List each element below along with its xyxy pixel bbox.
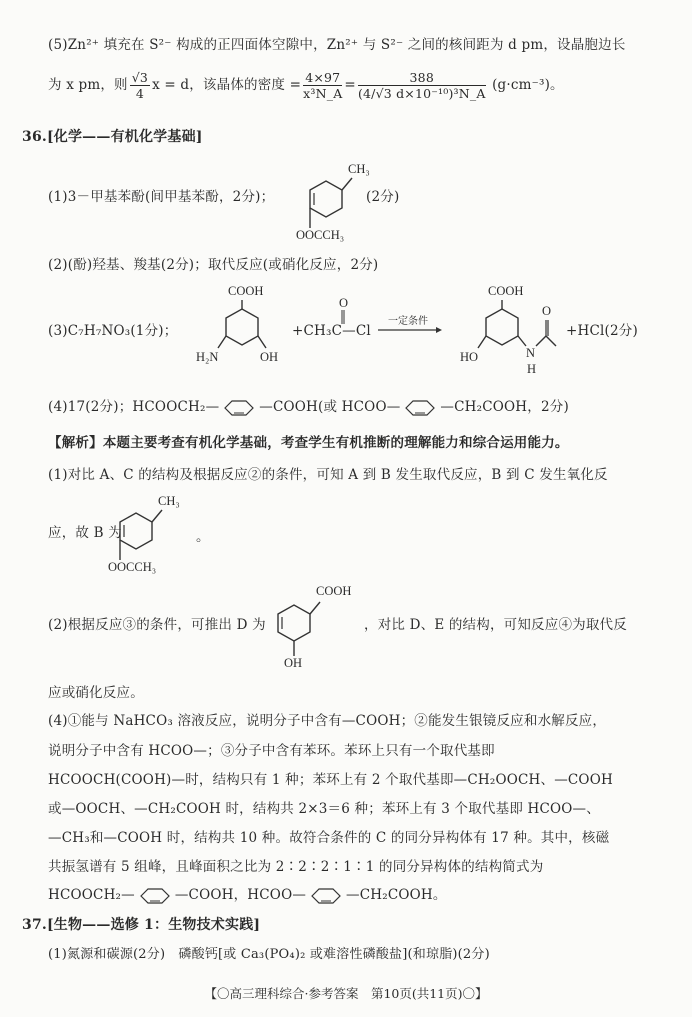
e1-line2-prefix: 应，故 B 为 — [48, 525, 122, 541]
carbonyl-bond — [341, 310, 345, 324]
q35-5-line2 — [48, 70, 564, 101]
e1-line2-suffix: 。 — [196, 529, 210, 545]
reactant-aminohydroxybenzoic-acid — [186, 284, 286, 376]
q35-5-line1: (5)Zn²⁺ 填充在 S²⁻ 构成的正四面体空隙中，Zn²⁺ 与 S²⁻ 之间的核间距为 d pm，设晶胞边长 — [48, 37, 626, 53]
e4-line-2: 说明分子中含有 HCOO—；③分子中含有苯环。苯环上只有一个取代基即 — [48, 743, 495, 759]
product-ho-label: HO — [460, 350, 479, 364]
d-cooh-label: COOH — [316, 584, 352, 598]
benzene-ring-icon — [306, 887, 346, 905]
q37-a1: (1)氮源和碳源(2分) 磷酸钙[或 Ca₃(PO₄)₂ 或难溶性磷酸盐](和琼脂)(2分) — [48, 947, 490, 962]
product-n-label: N — [526, 346, 536, 360]
acetoxy-label: OOCCH₃ — [296, 228, 345, 242]
cooh-label: COOH — [228, 284, 264, 298]
e4-line-1: (4)①能与 NaHCO₃ 溶液反应，说明分子中含有—COOH；②能发生银镜反应和水解反应， — [48, 713, 607, 729]
compound-b-structure — [108, 494, 192, 594]
e4-line-3: HCOOCH(COOH)—时，结构只有 1 种；苯环上有 2 个取代基即—CH₂OOCH、—COOH — [48, 772, 613, 788]
q36-a3-suffix: +HCl(2分) — [566, 323, 638, 339]
e4-line-5: —CH₃和—COOH 时，结构共 10 种。故符合条件的 C 的同分异构体有 17 种。其中，核磁 — [48, 830, 610, 846]
q36-heading: 36.[化学——有机化学基础] — [22, 129, 203, 145]
a4-mid: —COOH(或 HCOO— — [259, 399, 401, 415]
q36-a1-score: (2分) — [366, 189, 400, 205]
a4-suffix: —CH₂COOH，2分) — [440, 399, 569, 415]
m-tolyl-acetate-structure — [290, 162, 370, 262]
final-c: —CH₂COOH。 — [346, 887, 447, 903]
d-oh-label: OH — [284, 656, 303, 670]
b-acetoxy-label: OOCCH₃ — [108, 560, 157, 574]
e1-line1: (1)对比 A、C 的结构及根据反应②的条件，可知 A 到 B 发生取代反应，B 到 C 发生氧化反 — [48, 467, 608, 483]
b-methyl-label: CH₃ — [158, 494, 180, 508]
q37-heading: 37.[生物——选修 1：生物技术实践] — [22, 917, 261, 933]
carbonyl-oxygen: O — [339, 296, 349, 310]
hydroxyl-label: OH — [260, 350, 279, 364]
benzene-ring-icon — [135, 887, 175, 905]
compound-d-structure — [270, 584, 360, 684]
amine-label: H₂N — [196, 350, 219, 364]
density-unit: (g·cm⁻³)。 — [492, 77, 564, 93]
final-b: —COOH，HCOO— — [174, 887, 307, 903]
q35-5-prefix: 为 x pm，则 — [48, 77, 128, 93]
density-fraction-1: $\frac{4\times 97}{\text{x³N\_A}}$ — [303, 70, 343, 101]
q36-a4 — [48, 398, 569, 417]
e2-suffix: ，对比 D、E 的结构，可知反应④为取代反 — [364, 617, 627, 633]
e4-line-4: 或—OOCH、—CH₂COOH 时，结构共 2×3＝6 种；苯环上有 3 个取代基即 HCOO—、 — [48, 801, 600, 817]
reaction-arrow — [378, 316, 442, 336]
density-fraction-2: $\frac{388}{\text{(4/√3 d×10⁻¹⁰)³N\_A}}$ — [357, 70, 486, 101]
q36-a3-prefix: (3)C₇H₇NO₃(1分)； — [48, 323, 178, 339]
page-footer: 【〇高三理科综合·参考答案 第10页(共11页)〇】 — [204, 986, 488, 1001]
product-acetamido-structure — [440, 284, 570, 384]
q36-a2: (2)(酚)羟基、羧基(2分)；取代反应(或硝化反应，2分) — [48, 257, 379, 273]
benzene-ring-icon — [400, 399, 440, 417]
analysis-label: 【解析】 — [48, 435, 103, 451]
final-a: HCOOCH₂— — [48, 887, 135, 903]
e2-line2: 应或硝化反应。 — [48, 685, 144, 701]
product-o-label: O — [542, 304, 552, 318]
analysis-text: 本题主要考查有机化学基础，考查学生有机推断的理解能力和综合运用能力。 — [102, 435, 569, 451]
benzene-ring-icon — [219, 399, 259, 417]
sqrt3-over-4-fraction: $\frac{√3}{4}$ — [131, 70, 149, 101]
e4-final — [48, 886, 447, 905]
methyl-label: CH₃ — [348, 162, 370, 176]
q35-5-mid: x = d，该晶体的密度 = — [152, 77, 302, 93]
arrow-condition-label: 一定条件 — [388, 316, 428, 327]
analysis-intro — [48, 434, 569, 452]
a4-prefix: (4)17(2分)；HCOOCH₂— — [48, 399, 220, 415]
e4-line-6: 共振氢谱有 5 组峰，且峰面积之比为 2∶2∶2∶1∶1 的同分异构体的结构简式为 — [48, 859, 544, 875]
acetyl-chloride: +CH₃C—Cl — [292, 323, 371, 339]
q36-a1-text: (1)3－甲基苯酚(间甲基苯酚，2分)； — [48, 189, 275, 205]
equals-sign: = — [344, 77, 356, 93]
product-cooh-label: COOH — [488, 284, 524, 298]
product-h-label: H — [527, 362, 537, 376]
e2-prefix: (2)根据反应③的条件，可推出 D 为 — [48, 617, 266, 633]
